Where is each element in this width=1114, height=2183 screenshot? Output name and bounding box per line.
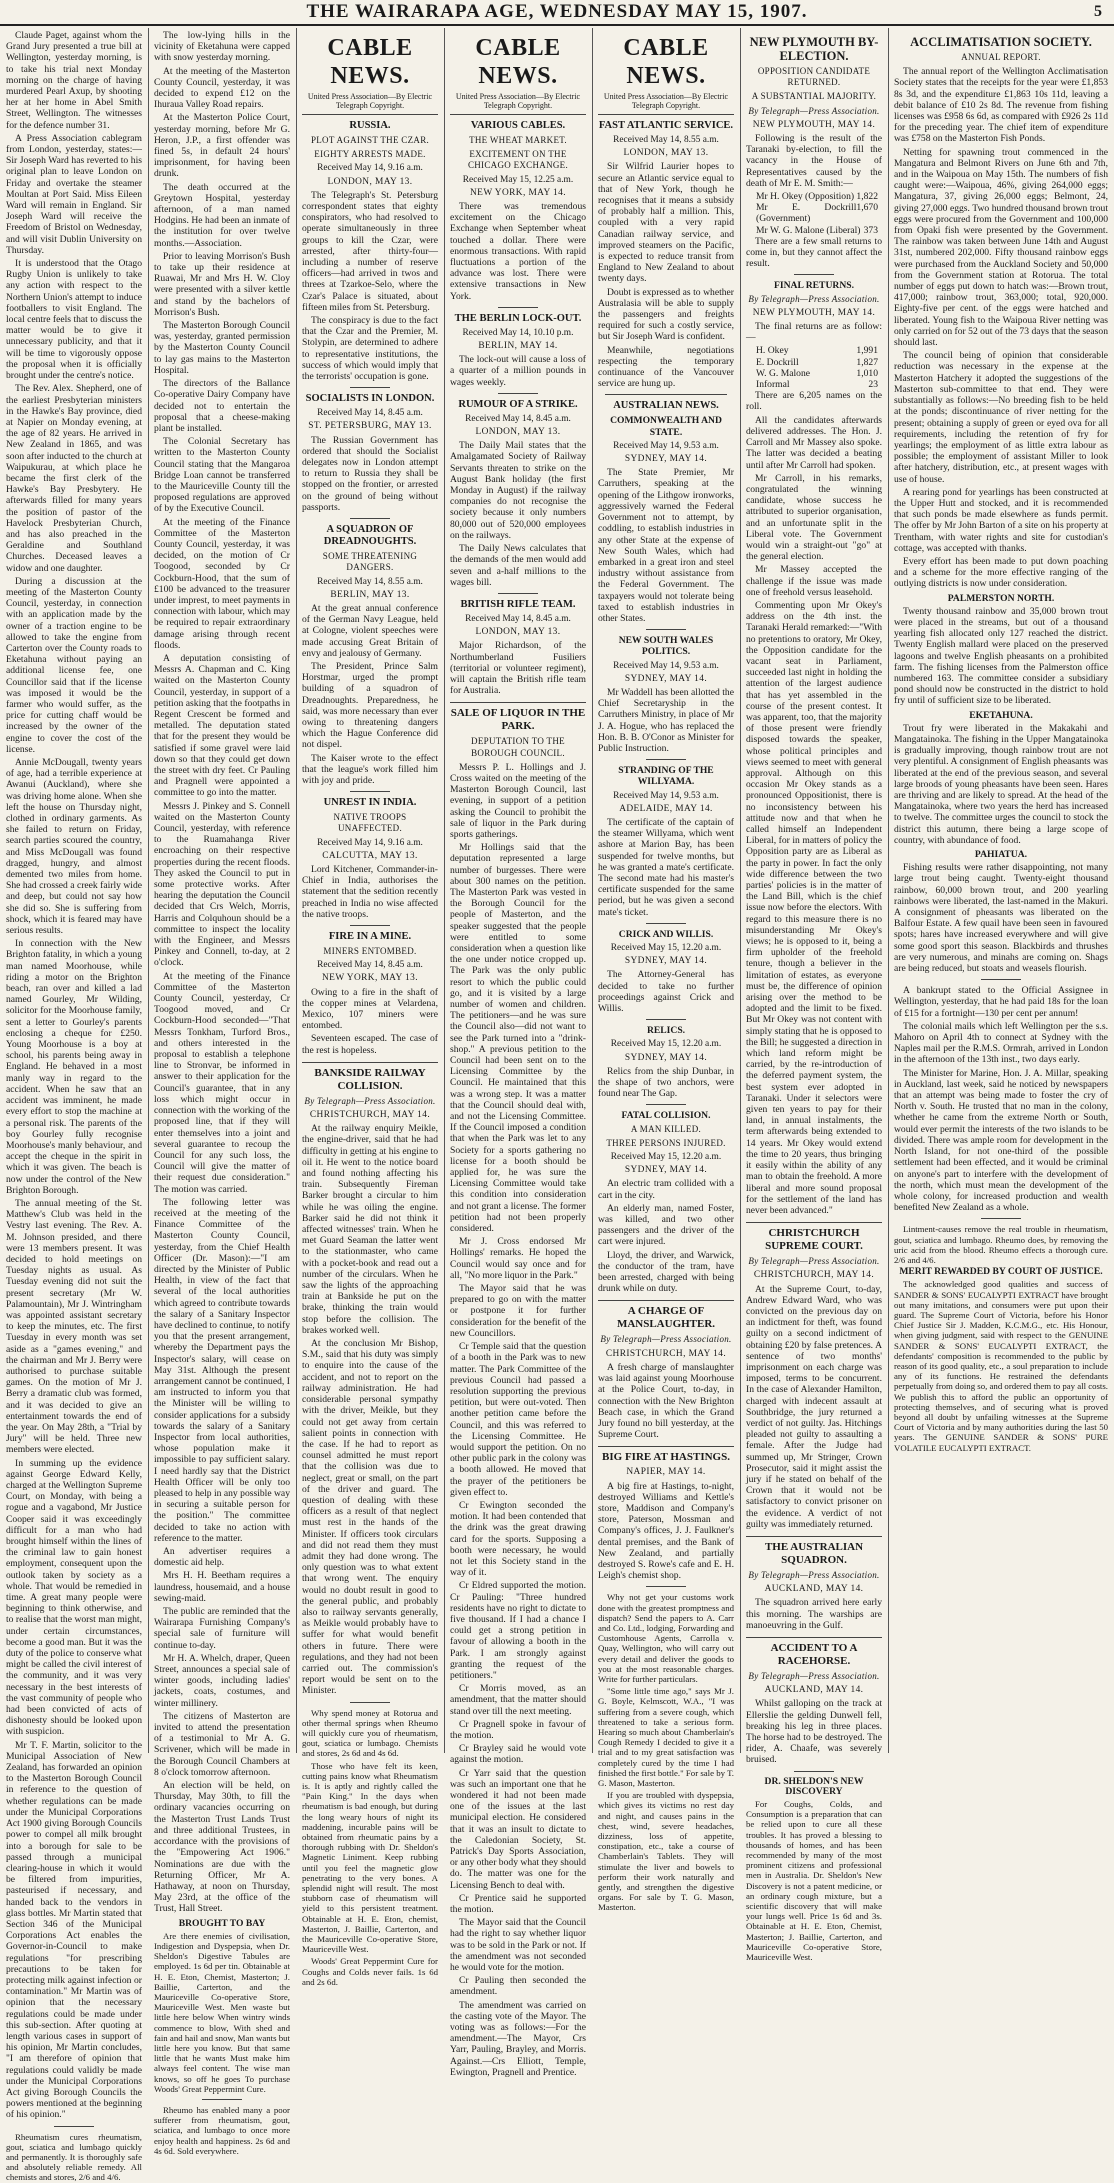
- paragraph: The Colonial Secretary has written to the Masterton County Council stating that the Mangaroa Bridge Loan cannot be transferred to the Mauriceville County till the proposed regulations are approved of by the Executive Council.: [154, 436, 290, 515]
- paragraph: An election will be held, on Thursday, May 30th, to fill the ordinary vacancies occurring on the Masterton Trust Lands Trust and three additional Trustees, in accordance with the provisions of the "Empowering Act 1906." Nominations are due with the Returning Officer, Mr A. Hathaway, at noon on Thursday, May 23rd, at the office of the Trust, Hall Street.: [154, 1780, 290, 1915]
- paragraph: At the railway enquiry Meikle, the engine-driver, said that he had difficulty in getting at his engine to oil it. He went to the notice board and found nothing affecting his train. Subsequently Fireman Barker brought a circular to him while he was oiling the engine. Barker said he did not think it affected witnesses' train. When he met Guard Seaman the latter went to the stationmaster, who came with a pocket-book and read out a number of the circulars. When he saw the lights of the approaching train at Bankside he put on the brake, thinking the train would stop before the collision. The brakes worked well.: [302, 1123, 438, 1336]
- received-line: Received May 15, 12.20 a.m.: [610, 1152, 722, 1163]
- dateline: LONDON, MAY 13.: [623, 148, 709, 159]
- dateline: BERLIN, MAY 13.: [330, 589, 410, 600]
- paragraph: A big fire at Hastings, to-night, destroyed Williams and Kettle's store, Maddison and Company's store, Paterson, Mossman and Company's offices, J. J. Faulkner's dental premises, and the Bank of New Zealand, and partially destroyed S. Rowe's cafe and E. H. Leigh's chemist shop.: [598, 1480, 734, 1582]
- article-subheading: THE WHEAT MARKET.: [469, 135, 567, 145]
- wire-credit: By Telegraph—Press Association.: [600, 1334, 732, 1345]
- received-line: Received May 14, 9.16 a.m.: [317, 163, 423, 174]
- separator: [498, 593, 538, 594]
- paragraph: Mrs H. H. Beetham requires a laundress, housemaid, and a house sewing-maid.: [154, 1570, 290, 1604]
- wire-credit: By Telegraph—Press Association.: [748, 1569, 880, 1580]
- masthead: [0, 0, 1114, 26]
- wire-credit: By Telegraph—Press Association.: [748, 105, 880, 116]
- paragraph: All the candidates afterwards delivered addresses. The Hon. J. Carroll and Mr Massey also spoke. The latter was decided a beating until after Mr Carroll had spoken.: [746, 414, 882, 471]
- advertisement: [746, 1777, 882, 1963]
- paragraph: It is understood that the Otago Rugby Union is unlikely to take any action with respect to the Northern Union's attempt to induce footballers to visit England. The local centre feels that to discuss the matter would be to give it unnecessary publicity, and that it will be time to vigorously oppose the proposal when it is officially brought under the centre's notice.: [6, 258, 142, 382]
- advertisement-text: Those who have felt its keen, cutting pains know what Rheumatism is. It is aptly and rightly called the "Pain King." In the days when rheumatism is bad enough, but during the long weary hours of night its maddening, incurable pains will be obtained from rheumatic pains by a thorough rubbing with Dr. Sheldon's Magnetic Liniment. Keep rubbing until you feel the magnetic glow penetrating to the very bones. A splendid night will result. The most stubborn case of rheumatism will yield to this persistent treatment. Obtainable at H. E. Eton, chemist, Masterton, J. Baillie, Carterton, and the Mauriceville Co-operative Store, Mauriceville West.: [302, 1760, 438, 1955]
- paragraph: Mr Carroll, in his remarks, congratulated the winning candidate, whose success he attributed to superior organisation, and an unfortunate split in the Liberal vote. The Government would win a straight-out "go" at the general election.: [746, 472, 882, 563]
- separator: [202, 2099, 242, 2100]
- vote-count: 1,670: [856, 202, 878, 214]
- paragraph: A Press Association cablegram from London, yesterday, states:—Sir Joseph Ward has reverted to his original plan to leave London on Friday and overtake the steamer Moultan at Port Said. Miss Eileen Ward will remain in England. Sir Joseph Ward will receive the Freedom of Bristol on Wednesday, and will visit Dublin University on Thursday.: [6, 132, 142, 256]
- election-result-row: [746, 202, 882, 224]
- received-line: Received May 14, 9.53 a.m.: [613, 440, 719, 451]
- paragraph: Cr Eldred supported the motion. Cr Pauling: "Three hundred residents have no right to dictate to five thousand. If I had a chance I could get a strong petition in favour of allowing a booth in the Park. I am strongly against granting the request of the petitioners.": [450, 1580, 586, 1681]
- paragraph: Annie McDougall, twenty years of age, had a terrible experience at Awanui (Auckland), where she was driving home alone. When she left the house on Thursday night, clothed in ordinary garments. As she failed to return on Friday, search parties scoured the country, and Miss McDougall was found dragged, hungry, and almost demented two miles from home. She had crossed a creek fairly wide and deep, but could not say how she did so. She is suffering from shock, which it is feared may have serious results.: [6, 757, 142, 937]
- paragraph: Whilst galloping on the track at Ellerslie the gelding Dunwell fell, breaking his leg in three places. The horse had to be destroyed. The rider, A. Chaafe, was severely bruised.: [746, 1698, 882, 1766]
- column-rule: [444, 28, 445, 1753]
- column-5: [598, 30, 734, 1913]
- received-line: Received May 15, 12.20 a.m.: [610, 1039, 722, 1050]
- dateline: SYDNEY, MAY 14.: [624, 956, 708, 967]
- column-1: [6, 30, 142, 2183]
- dateline: LONDON, MAY 13.: [475, 627, 561, 638]
- article-heading: ACCLIMATISATION SOCIETY.: [910, 35, 1092, 49]
- dateline: CHRISTCHURCH, MAY 14.: [605, 1348, 727, 1359]
- paragraph: Major Richardson, of the Northumberland Fusiliers (territorial or volunteer regiment), will captain the British rifle team for Australia.: [450, 640, 586, 697]
- paragraph: In summing up the evidence against George Edward Kelly, charged at the Wellington Supreme Court, on Monday, with being a rogue and a vagabond, Mr Justice Cooper said it was exceedingly difficult for a man who had brought himself within the lines of the criminal law to gain honest employment, consequent upon the outlook taken by society as a whole. That would be remedied in time. A great many people were beginning to think otherwise, and to realise that the worst man might, under certain circumstances, become a good man. But it was the duty of the police to conserve what might be called the civil interest of the community, and it was very necessary in the best interests of the vast community of people who had been convicted of acts of dishonesty should be looked upon with suspicion.: [6, 1457, 142, 1738]
- column-rule: [296, 28, 297, 1753]
- article-subheading: NATIVE TROOPS UNAFFECTED.: [333, 812, 407, 834]
- dateline: CHRISTCHURCH, MAY 14.: [309, 1110, 431, 1121]
- received-line: Received May 14, 10.10 p.m.: [462, 327, 574, 338]
- wire-credit: By Telegraph—Press Association.: [748, 293, 880, 304]
- candidate-name: Mr W. G. Malone (Liberal): [756, 224, 861, 236]
- paragraph: The final returns are as follow:—: [746, 321, 882, 344]
- paragraph: The Attorney-General has decided to take no further proceedings against Crick and Willis.: [598, 969, 734, 1015]
- dateline: AUCKLAND, MAY 14.: [764, 1584, 864, 1595]
- article-heading: NEW PLYMOUTH BY-ELECTION.: [749, 35, 879, 63]
- election-result-row: [746, 191, 882, 202]
- paragraph: The colonial mails which left Wellington per the s.s. Mahoro on April 4th to connect at Sydney with the Naples mail per the R.M.S. Ormrah, arrived in London in the afternoon of the 13th inst., two days early.: [894, 1020, 1108, 1066]
- paragraph: A deputation consisting of Messrs A. Chapman and C. King waited on the Masterton County Council, yesterday, in support of a petition asking that the footpaths in Regent Crescent be formed and metalled. The deputation stated that for the present they would be satisfied if some gravel were laid down so that they could get down the street with dry feet. Cr Pauling and Pragnell were appointed a committee to go into the matter.: [154, 652, 290, 799]
- paragraph: During a discussion at the meeting of the Masterton County Council, yesterday, in connection with an application made by the owner of a traction engine to be allowed to take the engine from Carterton over the County roads to Eketahuna without paying an additional license fee, one Councillor said that if the license was imposed it would be the farmer who would suffer, as the price for cutting chaff would be increased by the owner of the engine to cover the cost of the license.: [6, 575, 142, 755]
- advertisement: [598, 1592, 734, 1912]
- article-heading: VARIOUS CABLES.: [470, 120, 566, 131]
- article-heading: CRICK AND WILLIS.: [618, 928, 714, 940]
- paragraph: Cr Pragnell spoke in favour of the motion.: [450, 1718, 586, 1741]
- separator: [794, 274, 834, 275]
- dateline: ADELAIDE, MAY 14.: [619, 803, 713, 814]
- paragraph: Messrs P. L. Hollings and J. Cross waited on the meeting of the Masterton Borough Council, last evening, in support of a petition asking the Council to prohibit the sale of liquor in the Park during sports gatherings.: [450, 761, 586, 840]
- article-subheading: PLOT AGAINST THE CZAR.: [310, 135, 430, 145]
- dateline: ST. PETERSBURG, MAY 13.: [308, 421, 432, 432]
- election-result-row: [746, 368, 882, 379]
- paragraph: Mr J. Cross endorsed Mr Hollings' remarks. He hoped the Council would say once and for all, "No more liquor in the Park.": [450, 1236, 586, 1281]
- paragraph: Meanwhile, negotiations respecting the temporary continuance of the Vancouver service are hung up.: [598, 344, 734, 390]
- received-line: Received May 14, 8.55 a.m.: [613, 135, 719, 145]
- advertisement-text: Why not get your customs work done with the greatest promptness and dispatch? Send the papers to A. Carr and Co. Ltd., lodging, Forwarding and Customhouse Agents, Carrolla v. Quay, Wellington, who will carry out every detail and deliver the goods to you at the most reasonable charges. Write for further particulars.: [598, 1592, 734, 1684]
- article-subheading: DEPUTATION TO THE BOROUGH COUNCIL.: [471, 736, 565, 758]
- advertisement-text: Lintment-causes remove the real trouble in rheumatism, gout, sciatica and lumbago. Rheumo does, by removing the uric acid from the blood. Rheumo effects a thorough cure. 2/6 and 4/6.: [894, 1224, 1108, 1265]
- separator: [646, 923, 686, 924]
- received-line: Received May 14, 9.16 a.m.: [317, 837, 423, 848]
- paragraph: The low-lying hills in the vicinity of Eketahuna were capped with snow yesterday morning.: [154, 30, 290, 64]
- paragraph: The certificate of the captain of the steamer Willyama, which went ashore at Marion Bay, has been suspended for twelve months, but he was granted a mate's certificate. The second mate had his master's certificate suspended for the same period, but he was given a second mate's ticket.: [598, 816, 734, 918]
- separator: [498, 307, 538, 308]
- paragraph: There are 6,205 names on the roll.: [746, 390, 882, 413]
- article-subheading: MINERS ENTOMBED.: [323, 945, 417, 956]
- paragraph: At the Masterton Police Court, yesterday morning, before Mr G. Heron, J.P., a first offender was fined 5s, in default 24 hours' imprisonment, for having been drunk.: [154, 112, 290, 180]
- paragraph: The amendment was carried on the casting vote of the Mayor. The voting was as follows:—For the amendment.—The Mayor, Crs Yarr, Pauling, Brayley, and Morris. Against.—Crs Elliott, Temple, Ewington, Pragnell and Prentice.: [450, 1999, 586, 2078]
- received-line: Received May 14, 8.45 a.m.: [317, 960, 423, 971]
- column-rule: [592, 28, 593, 1753]
- article-heading: NEW SOUTH WALES POLITICS.: [618, 635, 714, 658]
- column-rule: [740, 28, 741, 1753]
- paragraph: Seventeen escaped. The case of the rest is hopeless.: [302, 1033, 438, 1056]
- paragraph: Lloyd, the driver, and Warwick, the conductor of the tram, have been arrested, charged with being drunk while on duty.: [598, 1249, 734, 1295]
- paragraph: The annual report of the Wellington Acclimatisation Society states that the receipts for the year were £1,853 8s 3d, and the expenditure £1,863 10s 11d, leaving a debit balance of £10 2s 8d. The revenue from fishing licenses was £958 6s 6d, as compared with £926 2s 11d for the preceding year. The chief item of expenditure was £758 on the Masterton Fish Ponds.: [894, 66, 1108, 145]
- separator: [646, 759, 686, 760]
- paragraph: At the meeting of the Finance Committee of the Masterton County Council, yesterday, Cr Toogood moved, and Cr Cockburn-Hood seconded—"That Messrs Tonkham, Turford Bros., and others interested in the proposal to establish a telephone line to Stronvar, be informed in answer to their application for the Council's guarantee, that in any loss which might occur in connection with the working of the proposed line, that if they will enter themselves into a joint and several guarantee to recoup the Council for any such loss, the Council will give the matter of their request due consideration." The motion was carried.: [154, 970, 290, 1195]
- separator: [54, 2126, 94, 2127]
- dateline: BERLIN, MAY 14.: [478, 341, 558, 352]
- separator: [350, 925, 390, 926]
- separator: [646, 1019, 686, 1020]
- vote-count: 373: [863, 224, 878, 236]
- section-banner: CABLE NEWS.: [623, 35, 709, 89]
- paragraph: An advertiser requires a domestic aid help.: [154, 1546, 290, 1569]
- paragraph: Cr Temple said that the question of a booth in the Park was to new matter. The Park Committee of the previous Council had passed a resolution supporting the previous petition, but were out-voted. Then another petition came before the Council, and this was referred to the Licensing Committee. He would support the petition. On no other public park in the colony was a booth allowed. He moved that the prayer of the petitioners be given effect to.: [450, 1341, 586, 1498]
- paragraph: The Kaiser wrote to the effect that the league's work filled him with joy and pride.: [302, 752, 438, 786]
- separator: [350, 791, 390, 792]
- paragraph: At the meeting of the Finance Committee of the Masterton County Council, yesterday, it was decided, on the motion of Cr Toogood, seconded by Cr Cockburn-Hood, that the sum of £100 be advanced to the treasurer under imprest, to meet payments in connection with labour, which may be required to repair extraordinary damage arising through recent floods.: [154, 516, 290, 651]
- paragraph: Netting for spawning trout commenced in the Mangatura and Belmont Rivers on June 6th and 7th, and in the Waipoua on May 15th. The numbers of fish caught were:—Waipoua, 46%, giving 264,000 eggs; Mangatura, 37, giving 26,000 eggs; Belmont, 24, giving 27,000 eggs. Two hundred thousand brown trout eggs were procured from the Government and 100,000 from Opaki fish were presented by the Government. The rainbow was taken between June 14th and August 31st, numbered 202,000. Fifty thousand rainbow eggs were purchased from the Auckland Society and 50,000 from the Government station at Rotorua. The total number of eggs put down to hatch was:—Brown trout, 417,000; rainbow trout, 363,000; total, 920,000. Eighty-five per cent. of the eggs were hatched and liberated. Young fish to the Waipoua River netting was only carried on for 52 out of the 73 days that the season should last.: [894, 146, 1108, 349]
- paragraph: Twenty thousand rainbow and 35,000 brown trout were placed in the streams, but out of a thousand yearling fish allocated only 127 reached the district. Twenty English mallard were placed on the preserved lagoons and twelve English pheasants on a prohibited farm. The fishing licenses from the Palmerston office numbered 163. The committee consider a subsidiary pond should now be constructed in the district to hold fry until of sufficient size to be liberated.: [894, 605, 1108, 707]
- paragraph: At the great annual conference of the German Navy League, held at Cologne, violent speeches were made accusing Great Britain of envy and jealousy of Germany.: [302, 602, 438, 659]
- separator: [646, 1104, 686, 1105]
- election-result-row: [746, 357, 882, 368]
- separator: [350, 387, 390, 388]
- advertisement: Rheumatism cures rheumatism, gout, sciatica and lumbago quickly and permanently. It is thoroughly safe and absolutely reliable remedy. All chemists and stores, 2/6 and 4/6.: [6, 2131, 142, 2183]
- paragraph: The State Premier, Mr Carruthers, speaking at the opening of the Lithgow ironworks, aggressively warned the Federal Government not to attempt, by coddling, to establish industries in any other State at the expense of New South Wales, which had embarked in a great iron and steel industry without assistance from the Federal Government. The taxpayers would not tolerate being taxed to establish industries in other States.: [598, 467, 734, 624]
- paragraph: Lord Kitchener, Commander-in-Chief in India, authorises the statement that the sedition recently preached in India no wise affected the native troops.: [302, 863, 438, 920]
- article-subheading: OPPOSITION CANDIDATE RETURNED.: [757, 66, 871, 88]
- column-2: [154, 30, 290, 2156]
- column-4: [450, 30, 586, 2078]
- article-heading: RUSSIA.: [349, 120, 391, 131]
- article-subheading: THREE PERSONS INJURED.: [606, 1137, 726, 1148]
- article-heading: A CHARGE OF MANSLAUGHTER.: [598, 1300, 734, 1331]
- dateline: SYDNEY, MAY 14.: [624, 1165, 708, 1176]
- paragraph: Trout fry were liberated in the Makakahi and Mangatainoka. The fishing in the Upper Mangatainoka is gradually improving, though rainbow trout are not very plentiful. A consignment of English pheasants was liberated at the end of the previous season, and several large broods of young pheasants have been seen. Hares are thriving and are likely to spread. At the head of the Mangatainoka, where two years the herd has increased to twelve. The committee urges the council to stock the district this autumn, there being a large scope of country, with abundance of food.: [894, 722, 1108, 846]
- paragraph: The Russian Government has ordered that should the Socialist delegates now in London attempt to return to Russia they shall be stopped on the frontier, or arrested on the ground of being without passports.: [302, 434, 438, 513]
- paragraph: The death occurred at the Greytown Hospital, yesterday afternoon, of a man named Hodgins. He had been an inmate of the institution for over twelve months.—Association.: [154, 181, 290, 249]
- paragraph: The Daily Mail states that the Amalgamated Society of Railway Servants threaten to strike on the August Bank holiday (the first Monday in August) if the railway companies do not recognise the society because it only numbers 80,000 out of 520,000 employees on the railways.: [450, 440, 586, 541]
- candidate-name: Mr E. Dockrill (Government): [756, 202, 857, 225]
- advertisement-text: Why spend money at Rotorua and other thermal springs when Rheumo will quickly cure you of rheumatism, gout, sciatica or lumbago. Chemists and stores, 2s 6d and 4s 6d.: [302, 1707, 438, 1759]
- paragraph: The Rev. Alex. Shepherd, one of the earliest Presbyterian ministers in the Hawke's Bay province, died at Napier on Monday evening, at the age of 82 years. He arrived in New Zealand in 1865, and was soon after inducted to the church at Waipukurau, at which place he became the first clerk of the Hawke's Bay Presbytery. He afterwards filled for many years the position of pastor of the Havelock Presbyterian Church, and has also preached in the Geraldine and Southland Churches. Deceased leaves a widow and one daughter.: [6, 383, 142, 574]
- article-subheading: COMMONWEALTH AND STATE.: [610, 415, 722, 438]
- paragraph: Every effort has been made to put down poaching and a scheme for the more effective ranging of the outlying districts is now under consideration.: [894, 555, 1108, 590]
- advertisement: [302, 1708, 438, 1987]
- article-heading: RELICS.: [646, 1025, 686, 1037]
- paragraph: Mr T. F. Martin, solicitor to the Municipal Association of New Zealand, has forwarded an opinion to the Masterton Borough Council in reference to the question of whether regulations can be made under the Municipal Corporations Act 1900 giving Borough Councils power to compel all milk brought into a borough for sale to be passed through a municipal clearing-house in which it would be filtered from impurities, pasteurised if necessary, and handed back to the vendors in glass bottles. Mr Martin stated that Section 346 of the Municipal Corporations Act enables the Governor-in-Council to make regulations "for prescribing precautions to be taken for protecting milk against infection or contamination." Mr Martin was of opinion that the necessary regulations could be made under this sub-section. After quoting at length various cases in support of his opinion, Mr Martin concludes, "I am therefore of opinion that regulations could validly be made under the Municipal Corporations Act giving Borough Councils the powers mentioned at the beginning of his opinion.": [6, 1739, 142, 2121]
- paragraph: Cr Brayley said he would vote against the motion.: [450, 1743, 586, 1766]
- article-heading: FIRE IN A MINE.: [328, 930, 412, 942]
- article-heading: UNREST IN INDIA.: [323, 797, 417, 809]
- paragraph: Following is the result of the Taranaki by-election, to fill the vacancy in the House of Representatives caused by the death of Mr E. M. Smith:—: [746, 133, 882, 189]
- paragraph: Mr Massey accepted the challenge if the issue was made one of freehold versus leasehold.: [746, 564, 882, 598]
- paragraph: An electric tram collided with a cart in the city.: [598, 1178, 734, 1201]
- received-line: Received May 15, 12.20 a.m.: [610, 943, 722, 953]
- wire-credit: United Press Association—By Electric Telegraph Copyright.: [302, 92, 438, 115]
- candidate-name: E. Dockrill: [756, 356, 799, 368]
- election-result-row: [746, 379, 882, 390]
- article-subheading: A MAN KILLED.: [630, 1123, 702, 1134]
- wire-credit: By Telegraph—Press Association.: [748, 1671, 880, 1681]
- paragraph: The Masterton Borough Council was, yesterday, granted permission by the Masterton County Council to lay gas mains to the Masterton Hospital.: [154, 320, 290, 376]
- wire-credit: By Telegraph—Press Association.: [748, 1256, 880, 1267]
- paragraph: The Daily News calculates that the demands of the men would add seven and a-half millions to the wages bill.: [450, 543, 586, 588]
- article-heading: FATAL COLLISION.: [621, 1110, 711, 1122]
- paragraph: Messrs J. Pinkey and S. Connell waited on the Masterton County Council, yesterday, with reference to the Ruamahanga River encroaching on their respective properties during the recent floods. They asked the Council to put in some protective works. After hearing the deputation the Council decided that Crs Welch, Morris, Harris and Colquhoun should be a committee to inspect the locality with the Engineer, and Messrs Pinkey and Connell, to-day, at 2 o'clock.: [154, 800, 290, 969]
- article-heading: BANKSIDE RAILWAY COLLISION.: [302, 1062, 438, 1093]
- advertisement-text: The acknowledged good qualities and success of SANDER & SONS' EUCALYPTI EXTRACT have brought out many imitations, and consumers were put upon their guard. The Supreme Court of Victoria, before his Honor Chief Justice Sir J. Madden, K.C.M.G., etc. His Honour, when giving judgment, said with respect to the GENUINE SANDER & SONS' EUCALYPTI EXTRACT, the defendants' composition is recommended to the public by reason of its good quality, etc., a soul preparation to include any of its functions. He restrained the defendants perpetually from doing so, and ordered them to pay all costs. We publish this to afford the public an opportunity of protecting themselves, and of securing what is proved beyond all doubt by unfailing witnesses at the Supreme Court of Victoria and by many authorities during the last 50 years. The GENUINE SANDER & SONS' PURE VOLATILE EUCALYPTI EXTRACT.: [894, 1279, 1109, 1453]
- paragraph: Cr Prentice said he supported the motion.: [450, 1892, 586, 1916]
- dateline: LONDON, MAY 13.: [475, 427, 561, 438]
- advertisement-text: Rheumo has enabled many a poor sufferer from rheumatism, gout, sciatica, and lumbago to once more enjoy health and happiness. 2s 6d and 4s 6d. Sold everywhere.: [154, 2104, 290, 2156]
- column-rule: [888, 28, 889, 1753]
- dateline: LONDON, MAY 13.: [327, 176, 413, 187]
- paragraph: The Telegraph's St. Petersburg correspondent states that eighty conspirators, who had resolved to operate simultaneously in three groups to kill the Czar, were arrested, after thirty-four—including a number of reserve officers—had arrived in twos and threes at Tzarkoe-Selo, where the Czar's Palace is situated, about fifteen miles from St. Petersburg.: [302, 189, 438, 313]
- advertisement-text: For Coughs, Colds, and Consumption is a preparation that can be relied upon to cure all these troubles. It has proved a blessing to thousands of homes, and has been recommended by many of the most prominent citizens and professional men in Australia. Dr. Sheldon's New Discovery is not a patent medicine, or an ordinary cough mixture, but a scientific discovery that will make your lungs well. Price 1s 6d and 3s. Obtainable at H. E. Eton, Chemist, Masterton; J. Baillie, Carterton, and Mauriceville Co-operative Store, Mauriceville West.: [746, 1799, 882, 1963]
- column-3: [302, 30, 438, 1987]
- advertisement-text: If you are troubled with dyspepsia, which gives its victims no rest day and night, and causes pains in the chest, wind, severe headaches, dizziness, loss of appetite, constipation, etc., take a course of Chamberlain's Tablets. They will stimulate the liver and bowels to perform their work naturally and gently, and strengthen the digestive organs. For sale by T. G. Mason, Masterton.: [598, 1790, 734, 1913]
- article-heading: SALE OF LIQUOR IN THE PARK.: [450, 702, 586, 733]
- dateline: SYDNEY, MAY 14.: [624, 673, 708, 684]
- dateline: CHRISTCHURCH, MAY 14.: [753, 1270, 875, 1281]
- paragraph: Fishing results were rather disappointing, not many large trout being caught. Twenty-eight thousand rainbow, 60,000 brown trout, and 200 yearling rainbows were liberated, the last-named in the Makuri. A consignment of pheasants was liberated on the Balfour Estate. A few quail have been seen in favoured spots; hares have increased everywhere and will give some good sport this season. Blackbirds and thrushes are very numerous, and minahs are coming on. Shags are being reduced, but stoats and weasels flourish.: [894, 862, 1108, 975]
- dateline: AUCKLAND, MAY 14.: [764, 1685, 864, 1696]
- article-subheading: EKETAHUNA.: [969, 709, 1033, 721]
- paragraph: Cr Morris moved, as an amendment, that the matter should stand over till the next meeting.: [450, 1683, 586, 1717]
- paragraph: Claude Paget, against whom the Grand Jury presented a true bill at Wellington, yesterday morning, is to take his trial next Monday morning on the charge of having murdered Pearl Axup, by shooting her at her home in Abel Smith Street, Wellington. The witnesses for the defence number 31.: [6, 30, 142, 131]
- article-heading: BIG FIRE AT HASTINGS.: [598, 1446, 734, 1464]
- paragraph: The Mayor said that he was prepared to go on with the matter or postpone it for further consideration for the benefit of the new Councillors.: [450, 1283, 586, 1339]
- separator: [498, 393, 538, 394]
- paragraph: The public are reminded that the Wairarapa Furnishing Company's special sale of furniture will continue to-day.: [154, 1606, 290, 1651]
- paragraph: Cr Yarr said that the question was such an important one that he wondered it had not been made one of the issues at the last municipal election. He considered that it was an insult to dictate to the Caledonian Society, St. Patrick's Day Sports Association, or any other body what they should do. The matter was one for the Licensing Bench to deal with.: [450, 1767, 586, 1891]
- separator: [794, 1771, 834, 1772]
- wire-credit: United Press Association—By Electric Telegraph Copyright.: [598, 92, 734, 115]
- dateline: CALCUTTA, MAY 13.: [322, 850, 418, 861]
- dateline: NEW YORK, MAY 13.: [322, 973, 418, 984]
- dateline: NEW YORK, MAY 14.: [470, 187, 566, 198]
- article-heading: THE AUSTRALIAN SQUADRON.: [746, 1536, 882, 1567]
- paragraph: In connection with the New Brighton fatality, in which a young man named Moorhouse, while riding a motor on the Brighton beach, ran over and killed a lad named Gourley, Mr Wilding, solicitor for the Moorhouse family, sent a letter to Gourley's parents enclosing a cheque for £250. Young Moorhouse is a boy at school, his parents being away in England. He behaved in a most manly way in regard to the accident. When he saw that an accident was imminent, he made every effort to stop the machine at a personal risk. The parents of the boy Gourley fully recognise Moorhouse's manly behaviour, and accept the cheque in the spirit in which it was given. The beach is now under the control of the New Brighton Borough.: [6, 938, 142, 1196]
- received-line: Received May 14, 8.45 a.m.: [317, 408, 423, 419]
- paragraph: A rearing pond for yearlings has been constructed at the Upper Hutt and stocked, and it is recommended that such ponds be made elsewhere as funds permit. The offer by Mr John Barton of a site on his property at Trentham, with water rights and site for custodian's cottage, was accepted with thanks.: [894, 486, 1108, 554]
- candidate-name: W. G. Malone: [756, 367, 811, 379]
- paragraph: The citizens of Masterton are invited to attend the presentation of a testimonial to Mr A. G. Scrivener, which will be made in the Borough Council Chambers at 8 o'clock tomorrow afternoon.: [154, 1710, 290, 1778]
- vote-count: 1,010: [856, 367, 878, 379]
- separator: [350, 1702, 390, 1703]
- separator: [646, 629, 686, 630]
- election-result-row: [746, 225, 882, 236]
- advertisement-heading: MERIT REWARDED BY COURT OF JUSTICE.: [899, 1266, 1103, 1278]
- received-line: Received May 14, 9.53 a.m.: [613, 660, 719, 671]
- wire-credit: United Press Association—By Electric Telegraph Copyright.: [450, 92, 586, 115]
- article-heading: AUSTRALIAN NEWS.: [613, 400, 719, 412]
- column-6: [746, 30, 882, 1963]
- paragraph: The following letter was received at the meeting of the Finance Committee of the Masterton County Council, yesterday, from the Chief Health Officer (Dr. Mason):—"I am directed by the Minister of Public Health, in view of the fact that several of the local authorities which agreed to contribute towards the salary of a Sanitary Inspector have declined to continue, to notify you that the present arrangement, whereby the Department pays the Inspector's salary, will cease on May 31st. Although the present arrangement cannot be continued, I am instructed to inform you that the Minister will be willing to consider applications for a subsidy towards the salary of a Sanitary Inspector from local authorities, whose population make it impossible to pay sufficient salary. I need hardly say that the District Health Officer will be only too pleased to help in any possible way in securing a suitable person for the position." The committee decided to take no action with reference to the matter.: [154, 1196, 290, 1544]
- vote-count: 1,827: [856, 356, 878, 368]
- paragraph: An elderly man, named Foster, was killed, and two other passengers and the driver of the cart were injured.: [598, 1202, 734, 1248]
- article-heading: CHRISTCHURCH SUPREME COURT.: [746, 1222, 882, 1253]
- article-heading: SOCIALISTS IN LONDON.: [305, 393, 435, 405]
- paragraph: At the Supreme Court, to-day, Andrew Edward Ward, who was convicted on the previous day on an indictment for theft, was found guilty on a second indictment of obtaining £20 by false pretences. A sentence of two months' imprisonment on each charge was imposed, terms to be concurrent. In the case of Alexander Hamilton, charged with indecent assault at Southbridge, the jury returned a verdict of not guilty. Jas. Hitchings pleaded not guilty to assaulting a female. After the Judge had summed up, Mr Stringer, Crown Prosecutor, said it might assist the jury if he stated on behalf of the Crown that it would not be satisfactory to convict prisoner on the evidence. A verdict of not guilty was immediately returned.: [746, 1283, 882, 1530]
- candidate-name: Mr H. Okey (Opposition): [756, 191, 855, 203]
- article-heading: FINAL RETURNS.: [774, 280, 854, 292]
- column-rule: [148, 28, 149, 1753]
- masthead-title: THE WAIRARAPA AGE, WEDNESDAY MAY 15, 1907.: [306, 1, 808, 22]
- wire-credit: By Telegraph—Press Association.: [304, 1095, 436, 1106]
- article-subheading: A SUBSTANTIAL MAJORITY.: [751, 91, 877, 102]
- paragraph: The lock-out will cause a loss of a quarter of a million pounds in wages weekly.: [450, 354, 586, 388]
- paragraph: Doubt is expressed as to whether Australasia will be able to supply the passengers and freights required for such a costly service, but Sir Joseph Ward is confident.: [598, 286, 734, 343]
- paragraph: Commenting upon Mr Okey's address on the 4th inst. the Taranaki Herald remarked:—"With no pretentions to oratory, Mr Okey, the Opposition candidate for the vacant seat in Parliament, succeeded last night in holding the attention of the largest audience that has yet assembled in the course of the present contest. It was apparent, too, that the majority of those present were friendly disposed towards the speaker, whose political principles and views seemed to meet with general approval. Although on this occasion Mr Okey stands as a pronounced Oppositionist, there is no inconsistency between his attitude now and that when he called himself an Independent Liberal, for in matters of policy the Opposition party are as Liberal as the party in power. In fact the only wide difference between the two parties' policies is in the matter of the Land Bill, which is the chief issue now before the electors. With regard to this measure there is no misunderstanding Mr Okey's views; he is opposed to it, being a firm upholder of the freehold tenure, though a believer in the limitation of estates, as everyone must be, the difference of opinion arising over the method to be adopted and the limit to be fixed. But Mr Okey was not content with simply stating that he is opposed to the Bill; he suggested a direction in which land reform might be carried, by the re-introduction of the deferred payment system, the best system ever adopted in Taranaki. Under it selectors were given ten years to pay for their land, in annual instalments, the term afterwards being extended to 14 years. Mr Okey would extend the time to 20 years, thus bringing it easily within the ability of any man to obtain the freehold. A more liberal and more sound proposal for the settlement of the land has never been advanced.": [746, 599, 882, 1216]
- advertisement-heading: BROUGHT TO BAY: [178, 1917, 266, 1929]
- separator: [646, 1586, 686, 1587]
- dateline: SYDNEY, MAY 14.: [624, 1052, 708, 1063]
- paragraph: Cr Pauling then seconded the amendment.: [450, 1975, 586, 1998]
- dateline: SYDNEY, MAY 14.: [624, 454, 708, 465]
- paragraph: At the meeting of the Masterton County Council, yesterday, it was decided to expend £12 on the Ihuraua Valley Road repairs.: [154, 65, 290, 111]
- candidate-name: H. Okey: [756, 345, 789, 357]
- paragraph: Cr Ewington seconded the motion. It had been contended that the drink was the great drawing card for the sports. Supposing a booth were necessary, he would not let this Society stand in the way of it.: [450, 1499, 586, 1579]
- received-line: Received May 14, 8.45 a.m.: [465, 413, 571, 424]
- dateline: NEW PLYMOUTH, MAY 14.: [752, 307, 876, 318]
- vote-count: 23: [868, 379, 878, 391]
- article-heading: RUMOUR OF A STRIKE.: [458, 398, 578, 410]
- paragraph: The squadron arrived here early this morning. The warships are manoeuvring in the Gulf.: [746, 1597, 882, 1631]
- paragraph: A fresh charge of manslaughter was laid against young Moorhouse at the Police Court, to-day, in connection with the New Brighton Beach case, in which the Grand Jury found no bill yesterday, at the Supreme Court.: [598, 1361, 734, 1441]
- article-subheading: EIGHTY ARRESTS MADE.: [314, 149, 426, 160]
- article-subheading: SOME THREATENING DANGERS.: [322, 551, 418, 573]
- vote-count: 1,822: [856, 191, 878, 203]
- section-banner: CABLE NEWS.: [475, 35, 561, 89]
- paragraph: The annual meeting of the St. Matthew's Club was held in the Vestry last evening. The Rev. A. M. Johnson presided, and there were 13 members present. It was decided to hold meetings on Tuesday nights as usual. As Tuesday evening did not suit the present secretary (Mr W. Palamountain), Mr J. Wintringham was appointed assistant secretary to keep the minutes, etc. The first Tuesday in every month was set aside as a "games evening," and the chairman and Mr J. Berry were authorised to purchase suitable games. On the motion of Mr J. Berry a dramatic club was formed, and it was decided to give an entertainment towards the end of the year. On May 28th, a "Trial by Jury" will be held. Three new members were elected.: [6, 1197, 142, 1456]
- paragraph: Owing to a fire in the shaft of the copper mines at Velardena, Mexico, 107 miners were entombed.: [302, 986, 438, 1032]
- separator: [350, 518, 390, 519]
- advertisement-heading: DR. SHELDON'S NEW DISCOVERY: [764, 1775, 864, 1797]
- paragraph: The directors of the Ballance Co-operative Dairy Company have decided not to entertain the proposal that a cheese-making plant be installed.: [154, 378, 290, 434]
- vote-count: 1,991: [856, 345, 878, 357]
- candidate-name: Informal: [756, 379, 790, 391]
- paragraph: The council being of opinion that considerable reduction was necessary in the expense at the Masterton Hatchery it adopted the suggestions of the Masterton sub-committee to that end. They were substantially as follows:—No breeding fish to be held at the ponds; discontinuance of river netting for the present; obtaining a supply of green or eyed ova for all requirements, including the retention of fry for yearlings; the employment of as little extra labour as possible; the employment of assistant Miller to look after hatchery, distribution, etc., at present wages with use of house.: [894, 350, 1108, 485]
- paragraph: Mr Waddell has been allotted the Chief Secretaryship in the Carruthers Ministry, in place of Mr J. A. Hogue, who has replaced the Hon. B. B. O'Conor as Minister for Public Instruction.: [598, 686, 734, 754]
- article-heading: STRANDING OF THE WILLYAMA.: [618, 765, 714, 788]
- paragraph: The conspiracy is due to the fact that the Czar and the Premier, M. Stolypin, are determined to adhere to representative institutions, the success of which would imply that the terrorists' occupation is gone.: [302, 315, 438, 383]
- separator: [981, 979, 1021, 980]
- received-line: Received May 14, 8.55 a.m.: [317, 576, 423, 587]
- separator: [981, 1218, 1021, 1219]
- article-subheading: PAHIATUA.: [974, 849, 1028, 861]
- advertisement-text: Are there enemies of civilisation, Indigestion and Dyspepsia, when Dr. Sheldon's Digestive Tabules are employed. 1s 6d per tin. Obtainable at H. E. Eton, Chemist, Masterton; J. Baillie, Carterton, and the Mauriceville Co-operative Store, Mauriceville West. Men waste but little here below When wintry winds commence to blow, With shed and fain and hail and snow, Man wants but little here you know. But that same little that he wants Must make him always feel content. The wise man knows, so off he goes To purchase Woods' Great Peppermint Cure.: [154, 1930, 290, 2094]
- advertisement: [894, 1224, 1108, 1452]
- separator: [605, 394, 727, 395]
- paragraph: There are a few small returns to come in, but they cannot affect the result.: [746, 235, 882, 270]
- paragraph: Sir Wilfrid Laurier hopes to secure an Atlantic service equal to that of New York, though he recognises that it means a subsidy of probably half a million. This, coupled with a very rapid Canadian railway service, and improved steamers on the Pacific, is expected to reduce transit from England to New Zealand to about twenty days.: [598, 161, 734, 285]
- paragraph: At the conclusion Mr Bishop, S.M., said that his duty was simply to enquire into the cause of the accident, and not to report on the railway administration. He had considerable personal sympathy with the driver, Meikle, but they could not get away from certain salient points in connection with the case. If he had to report as counsel admitted he must report that the collision was due to neglect, great or small, on the part of the driver and guard. The question of dealing with these officers as a result of that neglect must rest in the hands of the Minister. If officers took circulars and did not read them they must admit they had done wrong. The only question was to what extent that wrong went. The enquiry would no doubt result in good to the general public, and probably also to railway servants generally, as Meikle would probably have to suffer for what would benefit others in future. There were regulations, and they had not been carried out. The commission's report would be sent on to the Minister.: [302, 1338, 438, 1697]
- dateline: NEW PLYMOUTH, MAY 14.: [752, 119, 876, 130]
- article-subheading: PALMERSTON NORTH.: [947, 592, 1055, 604]
- paragraph: There was tremendous excitement on the Chicago Exchange when September wheat touched a dollar. There were enormous transactions. With rapid fluctuations a portion of the advance was lost. There were extensive transactions in New York.: [450, 201, 586, 302]
- paragraph: A bankrupt stated to the Official Assignee in Wellington, yesterday, that he had paid 18s for the loan of £15 for a fortnight—130 per cent per annum!: [894, 985, 1108, 1019]
- received-line: Received May 14, 9.53 a.m.: [613, 790, 719, 801]
- article-heading: ACCIDENT TO A RACEHORSE.: [746, 1637, 882, 1668]
- article-subheading: EXCITEMENT ON THE CHICAGO EXCHANGE.: [467, 149, 569, 171]
- section-banner: CABLE NEWS.: [327, 35, 413, 89]
- dateline: NAPIER, MAY 14.: [626, 1467, 706, 1478]
- advertisement-text: "Some little time ago," says Mr J. G. Boyle, Kelmscott, W.A., "I was suffering from a severe cough, which threatened to take a serious form. Hearing so much about Chamberlain's Cough Remedy I decided to give it a trial and to my great satisfaction was completely cured by the time I had finished the first bottle." For sale by T. G. Mason, Masterton.: [598, 1686, 734, 1788]
- page-number: 5: [1094, 3, 1102, 20]
- article-heading: A SQUADRON OF DREADNOUGHTS.: [323, 524, 417, 548]
- paragraph: Prior to leaving Morrison's Bush to take up their residence at Ruawai, Mr and Mrs H. W. Cloy were presented with a silver kettle and stand by the bachelors of Morrison's Bush.: [154, 250, 290, 318]
- article-heading: FAST ATLANTIC SERVICE.: [598, 120, 734, 131]
- paragraph: Mr H. A. Whelch, draper, Queen Street, announces a special sale of winter goods, including ladies' jackets, coats, costumes, and winter millinery.: [154, 1652, 290, 1709]
- column-7: [894, 30, 1108, 1752]
- paragraph: The President, Prince Salm Horstmar, urged the prompt building of a squadron of Dreadnoughts. Preparedness, he said, was more necessary than ever owing to threatening dangers which the Hague Conference did not dispel.: [302, 660, 438, 751]
- advertisement: [154, 1919, 290, 2156]
- article-subheading: ANNUAL REPORT.: [961, 52, 1041, 62]
- paragraph: Relics from the ship Dunbar, in the shape of two anchors, were found near The Gap.: [598, 1065, 734, 1100]
- advertisement-text: Woods' Great Peppermint Cure for Coughs and Colds never fails. 1s 6d and 2s 6d.: [302, 1956, 438, 1987]
- paragraph: The Minister for Marine, Hon. J. A. Millar, speaking in Auckland, last week, said he noticed by newspapers that an attempt was being made to foster the cry of North v. South. He trusted that no man in the colony, whether he came from the extreme North or South, would ever permit the interests of the two islands to be divided. There was ample room for development in the North Island, for not one-third of the possible settlement had been effected, and it would be criminal on anyone's part to interfere with the development of the north, which must mean the development of the whole colony, for increased production and wealth benefited New Zealand as a whole.: [894, 1067, 1108, 1214]
- election-result-row: [746, 345, 882, 356]
- paragraph: The Mayor said that the Council had the right to say whether liquor was to be sold in the Park or not. If the amendment was not seconded he would vote for the motion.: [450, 1917, 586, 1974]
- paragraph: Mr Hollings said that the deputation represented a large number of burgesses. There were about 300 names on the petition. The Masterton Park was vested in the Borough Council for the people of Masterton, and the speaker suggested that the people were entitled to some consideration when a question like the one under notice cropped up. The Park was the only public resort to which the public could go, and it is visited by a large number of women and children. The petitioners—and he was sure the Council also—did not want to see the Park turned into a "drink-shop." A previous petition to the Council had been sent on to the Licensing Committee by the Council. He maintained that this was a wrong step. It was a matter that the Council should deal with, and not the Licensing Committee. If the Council imposed a condition that when the Park was let to any Society for a sports gathering no license for a booth should be applied for, he was sure the Licensing Committee would take this condition into consideration and not grant a license. The former petition had not been properly considered.: [450, 842, 586, 1235]
- received-line: Received May 15, 12.25 a.m.: [462, 174, 574, 185]
- article-heading: THE BERLIN LOCK-OUT.: [454, 312, 582, 324]
- article-heading: BRITISH RIFLE TEAM.: [460, 598, 576, 610]
- received-line: Received May 14, 8.45 a.m.: [465, 613, 571, 624]
